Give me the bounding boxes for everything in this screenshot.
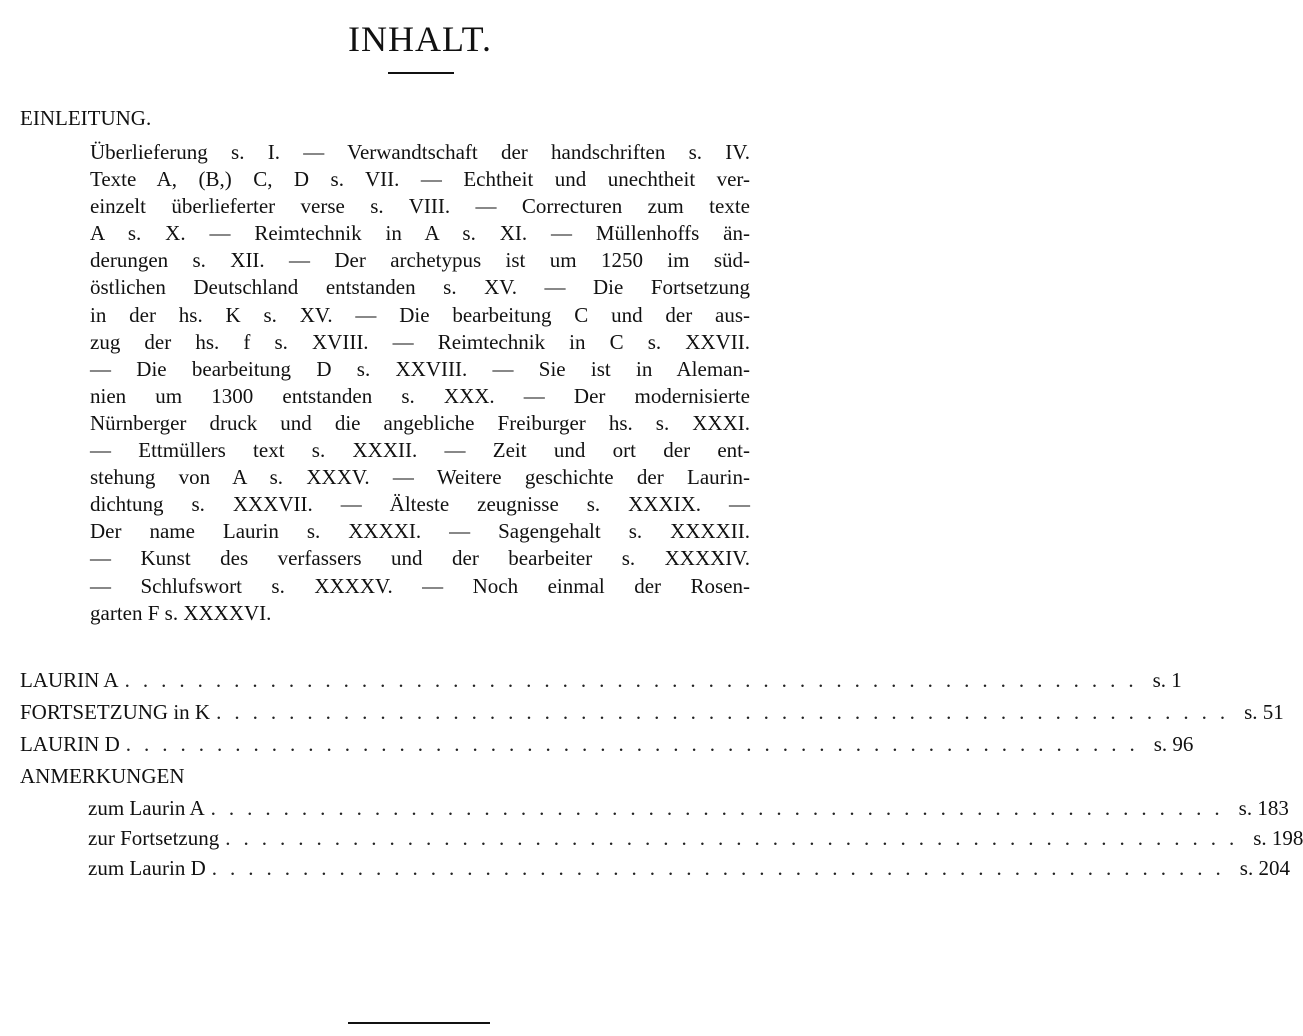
einleitung-summary — [90, 139, 750, 627]
toc-entry-label: LAURIN A — [20, 668, 119, 692]
page-title: INHALT. — [348, 19, 492, 59]
toc-entry-page: s. 183 — [1238, 796, 1289, 820]
einleitung-heading: EINLEITUNG. — [20, 106, 152, 130]
leader-dots: ........................................................ — [210, 796, 1233, 820]
summary-line: Nürnberger druck und die angebliche Freiburger hs. s. XXXI. — [90, 410, 750, 435]
summary-line: garten F s. XXXXVI. — [90, 600, 272, 625]
leader-dots: ........................................................ — [124, 668, 1147, 692]
leader-dots: ........................................................ — [125, 732, 1148, 756]
footer-rule — [348, 1022, 490, 1024]
toc-entry-anm-laurin-a[interactable] — [88, 796, 1289, 821]
toc-entry-fortsetzung[interactable] — [20, 700, 1284, 725]
summary-line: dichtung s. XXXVII. — Älteste zeugnisse s. XXXIX. — — [90, 492, 750, 517]
summary-line: derungen s. XII. — Der archetypus ist um 1250 im süd- — [90, 248, 750, 273]
summary-line: — Schlufswort s. XXXXV. — Noch einmal der Rosen- — [90, 573, 750, 598]
toc-entry-label: zum Laurin D — [88, 856, 206, 880]
summary-line: östlichen Deutschland entstanden s. XV. — Die Fortsetzung — [90, 275, 750, 300]
toc-entry-laurin-a[interactable] — [20, 668, 1182, 693]
summary-line: — Ettmüllers text s. XXXII. — Zeit und ort der ent- — [90, 438, 750, 463]
toc-entry-laurin-d[interactable] — [20, 732, 1194, 757]
leader-dots: ........................................................ — [216, 700, 1239, 724]
toc-entry-page: s. 1 — [1152, 668, 1182, 692]
toc-entry-page: s. 204 — [1239, 856, 1290, 880]
leader-dots: ........................................................ — [225, 826, 1248, 850]
leader-dots: ........................................................ — [211, 856, 1234, 880]
toc-entry-page: s. 198 — [1253, 826, 1303, 850]
summary-line: nien um 1300 entstanden s. XXX. — Der modernisierte — [90, 383, 750, 408]
summary-line: in der hs. K s. XV. — Die bearbeitung C und der aus- — [90, 302, 750, 327]
anmerkungen-heading: ANMERKUNGEN — [20, 764, 185, 788]
summary-line: A s. X. — Reimtechnik in A s. XI. — Müllenhoffs än- — [90, 221, 750, 246]
summary-line: Der name Laurin s. XXXXI. — Sagengehalt s. XXXXII. — [90, 519, 750, 544]
toc-entry-page: s. 96 — [1153, 732, 1194, 756]
toc-entry-anm-laurin-d[interactable] — [88, 856, 1290, 881]
summary-line: Texte A, (B,) C, D s. VII. — Echtheit und unechtheit ver- — [90, 167, 750, 192]
summary-line: — Kunst des verfassers und der bearbeiter s. XXXXIV. — [90, 546, 750, 571]
toc-entry-label: LAURIN D — [20, 732, 120, 756]
summary-line: einzelt überlieferter verse s. VIII. — Correcturen zum texte — [90, 194, 750, 219]
toc-entry-label: FORTSETZUNG in K — [20, 700, 211, 724]
title-rule — [388, 72, 454, 74]
summary-line: zug der hs. f s. XVIII. — Reimtechnik in C s. XXVII. — [90, 329, 750, 354]
toc-entry-anm-fortsetzung[interactable] — [88, 826, 1303, 851]
toc-entry-page: s. 51 — [1244, 700, 1284, 724]
summary-line: Überlieferung s. I. — Verwandtschaft der handschriften s. IV. — [90, 140, 750, 164]
toc-entry-label: zum Laurin A — [88, 796, 205, 820]
summary-line: stehung von A s. XXXV. — Weitere geschichte der Laurin- — [90, 465, 750, 490]
summary-line: — Die bearbeitung D s. XXVIII. — Sie ist in Aleman- — [90, 356, 750, 381]
toc-entry-label: zur Fortsetzung — [88, 826, 220, 850]
